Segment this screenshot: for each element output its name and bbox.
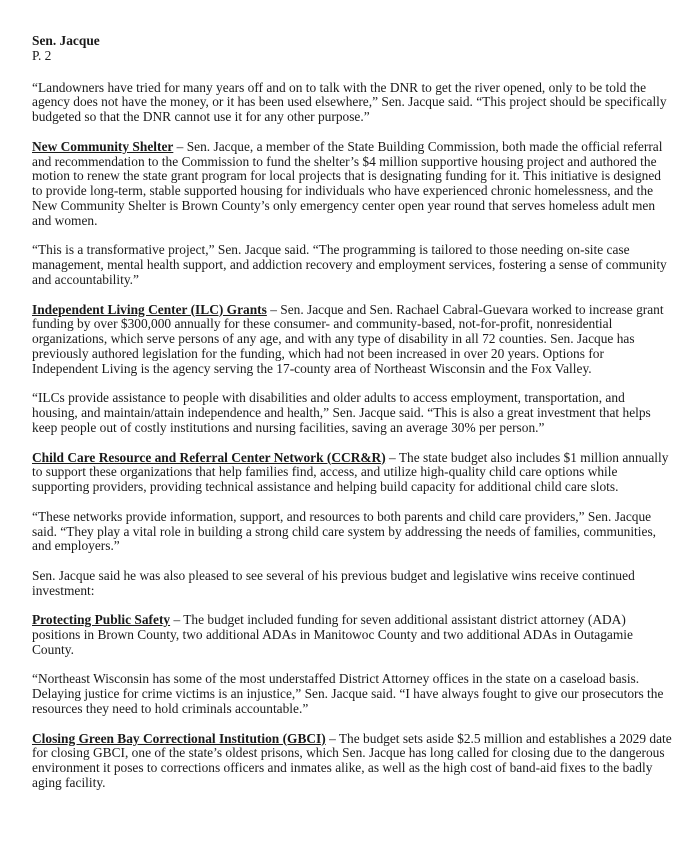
paragraph-ilc-quote bbox=[32, 391, 672, 435]
author-header: Sen. Jacque bbox=[32, 33, 100, 48]
paragraph-text: – Sen. Jacque and Sen. Rachael Cabral-Guevara worked to increase grant funding by over $300,000 annually for these consumer- and community-based, not-for-profit, nonresidential organizations, which serve persons of any age, and with any type of disability in all 72 counties. Sen. Jacque has previously authored legislation for the funding, which had not been increased in over 20 years. Options for Independent Living is the agency serving the 17-county area of Northeast Wisconsin and the Fox Valley. bbox=[32, 301, 664, 376]
section-heading-public-safety: Protecting Public Safety bbox=[32, 612, 171, 628]
paragraph-new-community-shelter bbox=[32, 140, 672, 229]
paragraph-ccrr bbox=[32, 451, 672, 495]
paragraph-text: “These networks provide information, support, and resources to both parents and child care providers,” Sen. Jacque said. “They play a vital role in building a strong child care system by addressing the needs of families, communities, and employers.” bbox=[32, 508, 656, 554]
paragraph-public-safety-quote bbox=[32, 672, 672, 716]
paragraph-text: “Northeast Wisconsin has some of the most understaffed District Attorney offices in the state on a caseload basis. Delaying justice for crime victims is an injustice,” Sen. Jacque said. “I have always fought to give our prosecutors the resources they need to hold criminals accountable.” bbox=[32, 671, 664, 717]
paragraph-public-safety bbox=[32, 613, 672, 657]
section-heading-ilc-grants: Independent Living Center (ILC) Grants bbox=[32, 301, 267, 317]
paragraph-transformative-quote bbox=[32, 243, 672, 287]
document-page bbox=[32, 34, 672, 806]
paragraph-text: Sen. Jacque said he was also pleased to see several of his previous budget and legislative wins receive continued investment: bbox=[32, 567, 635, 598]
paragraph-ilc-grants bbox=[32, 303, 672, 377]
paragraph-gbci bbox=[32, 732, 672, 791]
paragraph-text: – Sen. Jacque, a member of the State Building Commission, both made the official referral and recommendation to the Commission to fund the shelter’s $4 million supportive housing project and authored the motion to renew the state grant program for local projects that is designating funding for it. This initiative is designed to provide long-term, stable supported housing for individuals who have experienced chronic homelessness, and the New Community Shelter is Brown County’s only emergency center open year round that serves homeless adult men and women. bbox=[32, 138, 663, 228]
paragraph-text: – The budget included funding for seven additional assistant district attorney (ADA) positions in Brown County, two additional ADAs in Manitowoc County and two additional ADAs in Outagamie County. bbox=[32, 612, 633, 657]
paragraph-text: “This is a transformative project,” Sen. Jacque said. “The programming is tailored to those needing on-site case management, mental health support, and addiction recovery and employment services, fostering a sense of community and accountability.” bbox=[32, 242, 667, 287]
paragraph-text: – The state budget also includes $1 million annually to support these organizations that help families find, access, and utilize high-quality child care options while supporting providers, providing technical assistance and helping build capacity for additional child care slots. bbox=[32, 449, 669, 495]
paragraph-landowners-quote bbox=[32, 81, 672, 125]
page-number: P. 2 bbox=[32, 47, 52, 63]
paragraph-ccrr-quote bbox=[32, 510, 672, 554]
section-heading-new-community-shelter: New Community Shelter bbox=[32, 138, 174, 154]
paragraph-continued-investment bbox=[32, 569, 672, 599]
section-heading-ccrr: Child Care Resource and Referral Center Network (CCR&R) bbox=[32, 449, 386, 465]
paragraph-text: “ILCs provide assistance to people with disabilities and older adults to access employment, transportation, and housing, and maintain/attain independence and health,” Sen. Jacque said. “This is also a great investment that helps keep people out of costly institutions and nursing facilities, saving an average 30% per person.” bbox=[32, 390, 651, 435]
section-heading-gbci: Closing Green Bay Correctional Institution (GBCI) bbox=[32, 730, 326, 746]
paragraph-text: – The budget sets aside $2.5 million and establishes a 2029 date for closing GBCI, one of the state’s oldest prisons, which Sen. Jacque has long called for closing due to the dangerous environment it poses to corrections officers and inmates alike, as well as the high cost of band-aid fixes to the badly aging facility. bbox=[32, 730, 672, 791]
paragraph-text: “Landowners have tried for many years off and on to talk with the DNR to get the river opened, only to be told the agency does not have the money, or it has been used elsewhere,” Sen. Jacque said. “This project should be specifically budgeted so that the DNR cannot use it for any other purpose.” bbox=[32, 79, 667, 125]
